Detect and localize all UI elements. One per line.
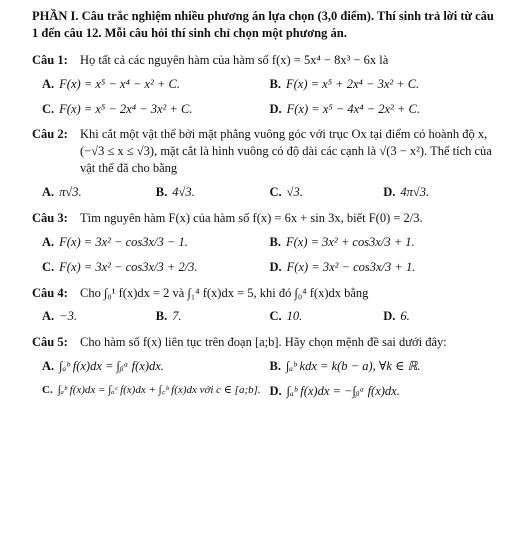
question-text-line-3: vật thể đã cho bằng: [80, 161, 178, 176]
option-text: −3.: [59, 309, 77, 324]
option-label: B.: [155, 185, 168, 199]
option-text: F(x) = x⁵ − x⁴ − x² + C.: [59, 76, 180, 91]
question-stem: [32, 210, 497, 227]
question-label: Câu 5:: [32, 335, 68, 350]
options-grid: [32, 308, 497, 325]
option-label: A.: [42, 359, 55, 374]
option-d[interactable]: [383, 184, 497, 201]
option-b[interactable]: [156, 308, 270, 325]
option-c[interactable]: [42, 259, 270, 276]
question-text-line-2: (−√3 ≤ x ≤ √3), mặt cắt là hình vuông có độ dài các cạnh là √(3 − x²). Thể tích của: [80, 144, 492, 159]
option-label: B.: [269, 359, 281, 374]
option-d[interactable]: [270, 383, 498, 400]
option-text: 4π√3.: [400, 185, 430, 199]
question-stem: [32, 285, 497, 302]
question-3: [32, 210, 497, 276]
option-label: D.: [383, 309, 396, 324]
option-d[interactable]: [383, 308, 497, 325]
option-text: ∫ₐᵇ f(x)dx = −∫ᵦᵃ f(x)dx.: [286, 384, 400, 398]
option-a[interactable]: [42, 358, 270, 375]
option-label: B.: [269, 76, 281, 91]
option-text: F(x) = 3x² − cos3x/3 + 2/3.: [59, 259, 198, 274]
option-label: C.: [42, 384, 53, 396]
option-b[interactable]: [270, 358, 498, 375]
options-grid: [32, 234, 497, 276]
option-text: F(x) = 3x² − cos3x/3 + 1.: [286, 259, 416, 274]
question-label: Câu 1:: [32, 52, 68, 67]
option-label: B.: [155, 309, 168, 324]
option-text: π√3.: [59, 185, 82, 199]
option-b[interactable]: [156, 184, 270, 201]
question-4: [32, 285, 497, 326]
option-text: ∫ₐᵇ f(x)dx = ∫ᵦᵃ f(x)dx.: [59, 359, 164, 374]
option-label: A.: [42, 185, 55, 199]
question-text: Họ tất cả các nguyên hàm của hàm số f(x) = 5x⁴ − 8x³ − 6x là: [80, 52, 389, 67]
option-d[interactable]: [270, 101, 498, 118]
option-label: B.: [269, 234, 281, 249]
option-label: D.: [269, 101, 282, 116]
option-c[interactable]: [270, 308, 384, 325]
option-a[interactable]: [42, 76, 270, 93]
option-a[interactable]: [42, 184, 156, 201]
option-text: F(x) = x⁵ − 2x⁴ − 3x² + C.: [59, 101, 193, 116]
question-stem: [32, 334, 497, 351]
question-text: Cho ∫₀¹ f(x)dx = 2 và ∫₁⁴ f(x)dx = 5, khi đó ∫₀⁴ f(x)dx bằng: [80, 285, 369, 300]
option-b[interactable]: [270, 234, 498, 251]
option-text: √3.: [286, 185, 303, 199]
section-header: PHẦN I. Câu trắc nghiệm nhiều phương án lựa chọn (3,0 điểm). Thí sinh trả lời từ câu 1 đến câu 12. Mỗi câu hỏi thí sinh chỉ chọn một phương án.: [32, 9, 494, 40]
question-5: [32, 334, 497, 400]
question-stem: [32, 126, 497, 143]
option-text: 4√3.: [172, 185, 195, 199]
question-stem: [32, 52, 497, 69]
question-2: [32, 126, 497, 201]
option-label: D.: [269, 259, 282, 274]
option-text: ∫ₐᵇ f(x)dx = ∫ₐᶜ f(x)dx + ∫꜀ᵇ f(x)dx với c ∈ [a;b].: [57, 384, 261, 396]
question-1: [32, 52, 497, 118]
option-text: 7.: [172, 309, 182, 324]
option-a[interactable]: [42, 234, 270, 251]
option-text: F(x) = 3x² + cos3x/3 + 1.: [285, 234, 415, 249]
options-grid: [32, 358, 497, 400]
option-text: ∫ₐᵇ kdx = k(b − a), ∀k ∈ ℝ.: [285, 359, 421, 374]
question-label: Câu 2:: [32, 127, 68, 142]
option-a[interactable]: [42, 308, 156, 325]
question-text: Cho hàm số f(x) liên tục trên đoạn [a;b]. Hãy chọn mệnh đề sai dưới đây:: [80, 335, 447, 350]
option-label: D.: [383, 185, 396, 199]
option-b[interactable]: [270, 76, 498, 93]
option-c[interactable]: [42, 101, 270, 118]
option-label: C.: [269, 309, 282, 324]
options-grid: [32, 184, 497, 201]
option-c[interactable]: [270, 184, 384, 201]
question-text: Khi cắt một vật thể bởi mặt phẳng vuông góc với trục Ox tại điểm có hoành độ x,: [80, 127, 488, 142]
question-label: Câu 3:: [32, 210, 68, 225]
option-label: D.: [269, 384, 282, 398]
option-label: C.: [42, 259, 55, 274]
option-label: A.: [42, 76, 55, 91]
option-text: 6.: [400, 309, 410, 324]
option-label: A.: [42, 234, 55, 249]
option-text: F(x) = 3x² − cos3x/3 − 1.: [59, 234, 188, 249]
option-text: F(x) = x⁵ + 2x⁴ − 3x² + C.: [285, 76, 420, 91]
option-text: 10.: [286, 309, 303, 324]
question-text: Tìm nguyên hàm F(x) của hàm số f(x) = 6x + sin 3x, biết F(0) = 2/3.: [80, 210, 423, 225]
option-label: A.: [42, 309, 55, 324]
option-label: C.: [42, 101, 55, 116]
option-d[interactable]: [270, 259, 498, 276]
option-label: C.: [269, 185, 282, 199]
option-c[interactable]: [42, 383, 270, 400]
option-text: F(x) = x⁵ − 4x⁴ − 2x² + C.: [286, 101, 420, 116]
options-grid: [32, 76, 497, 118]
question-label: Câu 4:: [32, 285, 68, 300]
